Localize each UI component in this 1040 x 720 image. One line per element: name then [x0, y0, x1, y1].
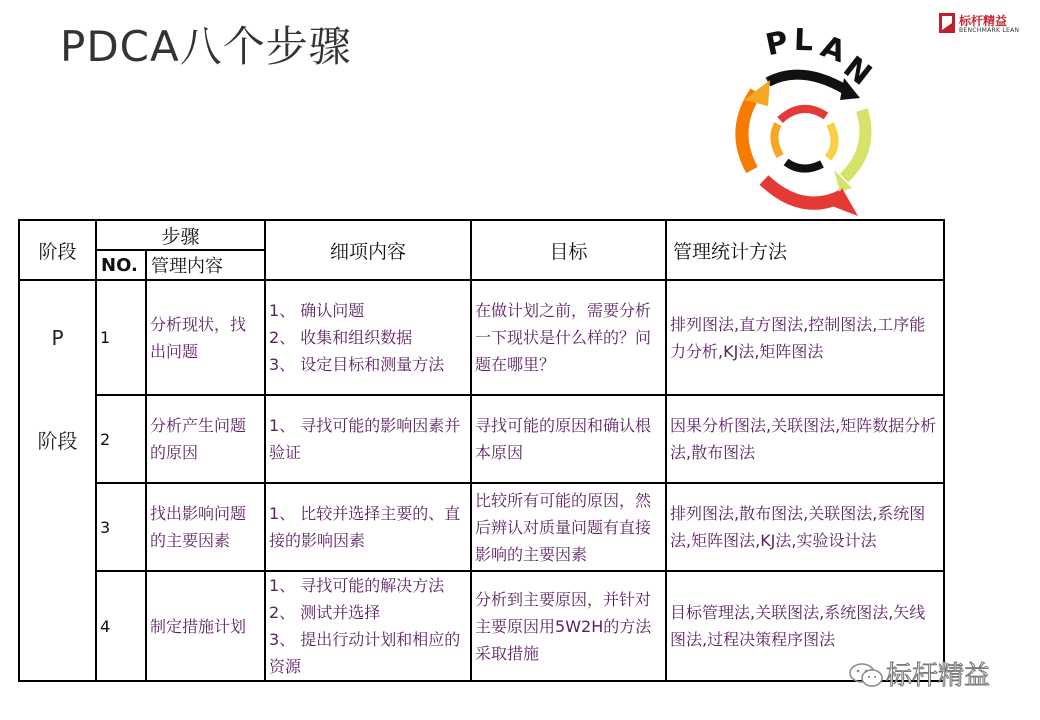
row-goal: 寻找可能的原因和确认根本原因	[471, 395, 666, 483]
header-no: NO.	[96, 250, 146, 280]
row-goal: 在做计划之前，需要分析一下现状是什么样的？问题在哪里？	[471, 280, 666, 395]
svg-text:P: P	[762, 24, 792, 64]
table-row	[19, 395, 944, 483]
row-detail	[265, 395, 471, 483]
svg-text:N: N	[836, 49, 878, 93]
detail-line: 3、 设定目标和测量方法	[269, 355, 445, 374]
wechat-icon	[848, 661, 884, 689]
header-steps: 步骤	[96, 220, 265, 250]
logo-subtitle: BENCHMARK LEAN	[959, 27, 1020, 34]
row-goal: 分析到主要原因，并针对主要原因用5W2H的方法采取措施	[471, 571, 666, 681]
row-detail	[265, 483, 471, 571]
row-methods: 因果分析图法,关联图法,矩阵数据分析法,散布图法	[666, 395, 944, 483]
stage-empty-cell	[19, 483, 96, 571]
row-mgmt: 找出影响问题的主要因素	[146, 483, 265, 571]
row-methods: 排列图法,散布图法,关联图法,系统图法,矩阵图法,KJ法,实验设计法	[666, 483, 944, 571]
row-no: 1	[96, 280, 146, 395]
table-row	[19, 280, 944, 395]
header-detail: 细项内容	[265, 220, 471, 280]
logo-name: 标杆精益	[959, 14, 1008, 28]
row-goal: 比较所有可能的原因，然后辨认对质量问题有直接影响的主要因素	[471, 483, 666, 571]
header-mgmt: 管理内容	[146, 250, 265, 280]
svg-text:L: L	[793, 22, 814, 59]
plan-outer-arrow-left	[742, 92, 756, 170]
row-methods: 目标管理法,关联图法,系统图法,矢线图法,过程决策程序图法	[666, 571, 944, 681]
row-no: 3	[96, 483, 146, 571]
detail-line: 3、 提出行动计划和相应的资源	[269, 630, 461, 676]
detail-line: 2、 测试并选择	[269, 603, 381, 622]
stage-p-label: P	[19, 280, 96, 395]
logo-mark-icon	[938, 12, 956, 34]
row-no: 2	[96, 395, 146, 483]
header-goal: 目标	[471, 220, 666, 280]
row-no: 4	[96, 571, 146, 681]
detail-line: 1、 确认问题	[269, 301, 365, 320]
watermark-text: 标杆精益	[886, 661, 991, 691]
row-mgmt: 制定措施计划	[146, 571, 265, 681]
plan-cycle-graphic	[722, 20, 882, 220]
svg-text:A: A	[816, 29, 851, 71]
detail-line: 2、 收集和组织数据	[269, 328, 413, 347]
table-row	[19, 483, 944, 571]
header-stage: 阶段	[19, 220, 96, 280]
brand-logo	[938, 12, 1022, 38]
table-row	[19, 571, 944, 681]
plan-outer-arrow-right	[844, 110, 865, 178]
row-methods: 排列图法,直方图法,控制图法,工序能力分析,KJ法,矩阵图法	[666, 280, 944, 395]
stage-label: 阶段	[19, 395, 96, 483]
page-title: PDCA八个步骤	[60, 22, 352, 71]
detail-line: 1、 比较并选择主要的、直接的影响因素	[269, 504, 461, 550]
row-mgmt: 分析产生问题的原因	[146, 395, 265, 483]
row-detail	[265, 571, 471, 681]
stage-empty-cell	[19, 571, 96, 681]
watermark	[848, 655, 1018, 695]
plan-outer-arrow-top	[768, 75, 846, 90]
detail-line: 1、 寻找可能的解决方法	[269, 576, 445, 595]
row-mgmt: 分析现状，找出问题	[146, 280, 265, 395]
plan-outer-arrow-bottom	[764, 180, 842, 203]
pdca-steps-table	[18, 219, 945, 682]
row-detail	[265, 280, 471, 395]
plan-inner-ring	[774, 109, 834, 169]
detail-line: 1、 寻找可能的影响因素并验证	[269, 416, 461, 462]
header-methods: 管理统计方法	[666, 220, 944, 280]
